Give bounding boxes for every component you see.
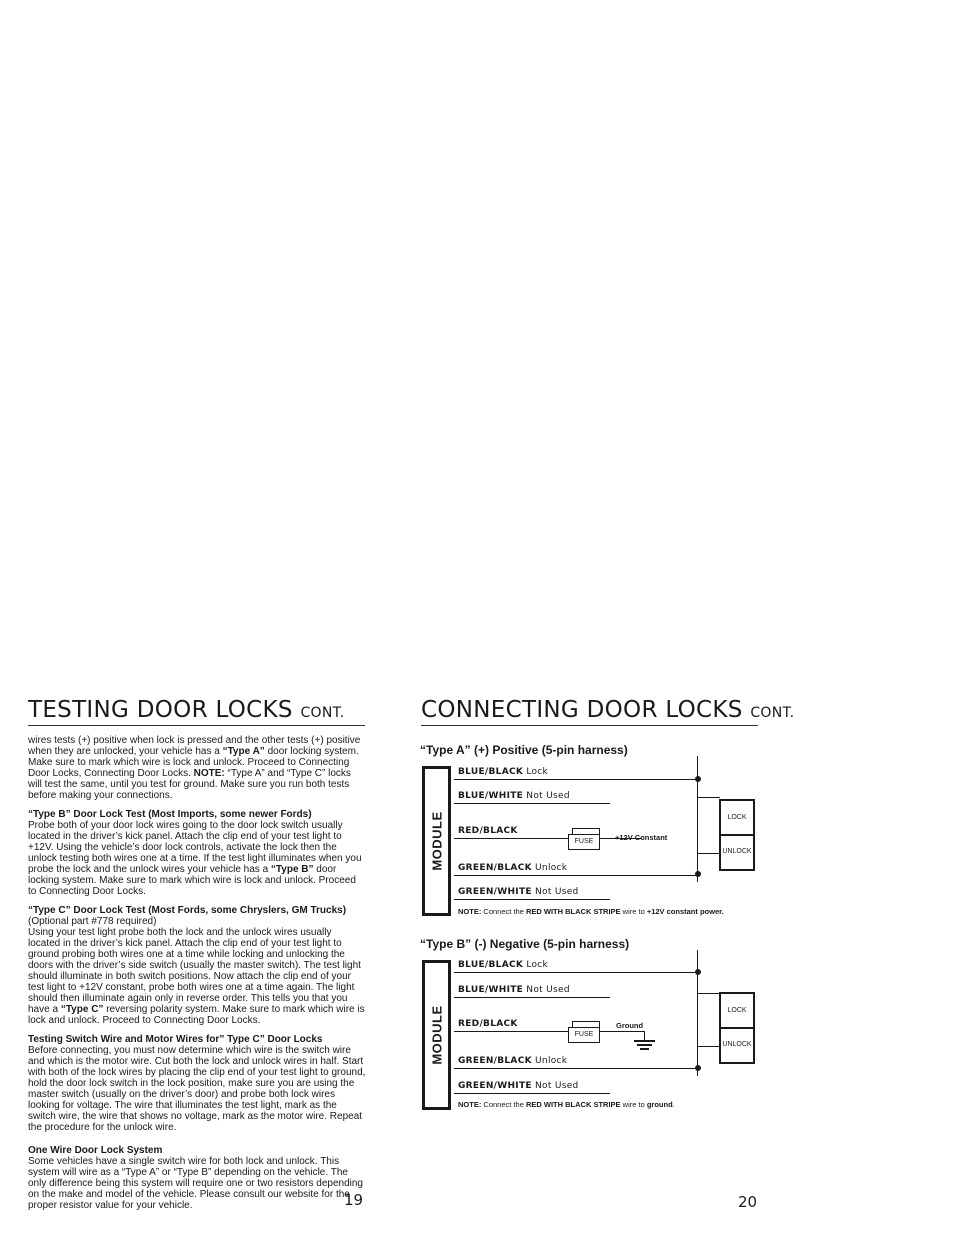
switch-motor-title: Testing Switch Wire and Motor Wires for” Type C” Door Locks — [28, 1034, 323, 1045]
type-b-text-2: door locking system. Make sure to mark which wire is lock and unlock. Proceed to Connecting Door Locks. — [28, 864, 356, 897]
type-b-wiring-diagram — [420, 934, 760, 1119]
type-b-text-1: Probe both of your door lock wires going to the door lock switch usually located in the driver’s kick panel. Attach the clip end of your test light to +12V. Using the vehicle’s door lock controls, activate the lock then the unlock testing both wires one at a time. If the test light illuminates when you probe the lock and the unlock wires your vehicle has a — [28, 820, 362, 875]
type-c-bold: “Type C” — [60, 1004, 104, 1015]
wire-label-blue-black — [458, 960, 548, 970]
note-text: Connect the — [481, 1100, 526, 1109]
wire-desc: Unlock — [535, 863, 568, 873]
type-c-text-1: Using your test light probe both the lock and the unlock wires usually located in the driver’s kick panel. Attach the clip end of your test light to ground probing both wires one at a time while locking and unlocking the doors with the driver’s side switch (usually the master switch). The test light should illuminate in both switch positions. Now attach the clip end of your test light to +12V constant, probe both wires one at a time again. The light should then illuminate again only in reverse order. This tells you that you have a — [28, 927, 361, 1015]
intro-paragraph — [28, 735, 366, 801]
note-text: Connect the — [481, 907, 526, 916]
wire-desc: Not Used — [535, 1081, 579, 1091]
intro-text-2: door locking system. Make sure to mark which wire is lock and unlock. Proceed to Connecting Door Locks, Connecting Door Locks. — [28, 746, 359, 779]
switch-divider — [721, 834, 753, 836]
module-label: MODULE — [429, 1005, 444, 1065]
wire-desc: Not Used — [526, 791, 570, 801]
wire-label-green-black — [458, 863, 567, 873]
module-block — [422, 766, 451, 916]
switch-lock-label: LOCK — [727, 814, 747, 821]
wire-label-green-white — [458, 887, 579, 897]
wire-color: GREEN/BLACK — [458, 1056, 532, 1066]
note-bold: ground — [646, 1100, 673, 1109]
type-a-wiring-diagram — [420, 740, 760, 925]
one-wire-text: Some vehicles have a single switch wire for both lock and unlock. This system will wire as a “Type A” or “Type B” depending on the vehicle. The only difference being this system will require one or two resistors depending on the make and model of the vehicle. Please consult our website for the proper resistor value for your vehicle. — [28, 1156, 363, 1211]
note-text: wire to — [620, 1100, 647, 1109]
switch-unlock-label: UNLOCK — [722, 1041, 752, 1048]
switch-motor-text: Before connecting, you must now determine which wire is the switch wire and which is the motor wire. Cut both the lock and unlock wires in half. Start with both of the lock wires by placing the clip end of your test light to ground, hold the door lock switch in the lock position, make sure you are using the master switch (usually on the driver’s door) and probe both lock wires looking for voltage. The wire that illuminates the test light, mark as the switch wire, the wire that shows no voltage, mark as the motor wire. Repeat the procedure for the unlock wire. — [28, 1045, 366, 1133]
type-c-text-2: reversing polarity system. Make sure to mark which wire is lock and unlock. Proceed to Connecting Door Locks. — [28, 1004, 365, 1026]
type-b-paragraph — [28, 809, 366, 897]
left-page-body — [28, 735, 366, 1219]
intro-note-label: NOTE: — [193, 768, 225, 779]
note-text: . — [672, 1100, 675, 1109]
wire-unlock-feed — [698, 853, 720, 854]
wire-label-blue-black — [458, 767, 548, 777]
note-bold: RED WITH BLACK STRIPE — [525, 907, 621, 916]
note-label: NOTE: — [458, 1100, 482, 1109]
door-lock-switch — [719, 799, 755, 871]
type-b-bold: “Type B” — [270, 864, 314, 875]
module-label: MODULE — [429, 811, 444, 871]
wire-green-black — [454, 1068, 698, 1069]
power-label: +12V Constant — [615, 833, 668, 842]
left-heading-rule — [28, 725, 365, 726]
wire-desc: Not Used — [535, 887, 579, 897]
junction-dot — [695, 871, 701, 877]
wire-color: BLUE/BLACK — [458, 960, 524, 970]
wire-color: BLUE/WHITE — [458, 791, 524, 801]
right-heading-text: CONNECTING DOOR LOCKS — [421, 697, 743, 723]
ground-label: Ground — [616, 1021, 644, 1030]
wire-red-black — [454, 1031, 644, 1032]
intro-text-1: wires tests (+) positive when lock is pressed and the other tests (+) positive when they are unlocked, your vehicle has a — [28, 735, 361, 757]
intro-bold-1: “Type A” — [222, 746, 265, 757]
left-page-heading — [28, 697, 345, 723]
wire-label-red-black — [458, 1019, 518, 1029]
note-text: wire to — [620, 907, 647, 916]
left-heading-suffix: CONT. — [300, 705, 345, 721]
wire-blue-black — [454, 779, 698, 780]
ground-wire — [644, 1031, 645, 1040]
type-a-note — [458, 907, 724, 916]
wire-desc: Unlock — [535, 1056, 568, 1066]
junction-dot — [695, 776, 701, 782]
right-page-number: 20 — [738, 1193, 758, 1211]
type-a-title: “Type A” (+) Positive (5-pin harness) — [420, 743, 628, 757]
wire-color: RED/BLACK — [458, 1019, 518, 1029]
switch-unlock-label: UNLOCK — [722, 848, 752, 855]
junction-dot — [695, 1065, 701, 1071]
wire-label-green-black — [458, 1056, 567, 1066]
bus-wire — [697, 756, 698, 882]
junction-dot — [695, 969, 701, 975]
left-heading-text: TESTING DOOR LOCKS — [28, 697, 293, 723]
switch-divider — [721, 1027, 753, 1029]
wire-desc: Lock — [526, 767, 549, 777]
right-heading-rule — [421, 725, 758, 726]
note-bold: +12V constant power. — [646, 907, 724, 916]
switch-motor-paragraph — [28, 1034, 366, 1133]
wire-color: GREEN/BLACK — [458, 863, 532, 873]
type-c-paragraph — [28, 905, 366, 1026]
wire-red-black — [454, 838, 642, 839]
type-b-title: “Type B” (-) Negative (5-pin harness) — [420, 937, 630, 951]
wire-color: BLUE/WHITE — [458, 985, 524, 995]
wire-color: RED/BLACK — [458, 826, 518, 836]
wire-green-white — [454, 899, 610, 900]
intro-text-3: “Type A” and “Type C” locks will test the same, until you test for ground. Make sure you run both tests before making your connections. — [28, 768, 351, 801]
wire-unlock-feed — [698, 1046, 720, 1047]
left-page-number: 19 — [344, 1191, 364, 1209]
wire-blue-white — [454, 803, 610, 804]
note-bold: RED WITH BLACK STRIPE — [525, 1100, 621, 1109]
right-page-heading — [421, 697, 794, 723]
wire-label-blue-white — [458, 791, 570, 801]
wire-color: GREEN/WHITE — [458, 887, 532, 897]
wire-green-white — [454, 1093, 610, 1094]
fuse-icon: FUSE — [568, 1027, 600, 1043]
one-wire-paragraph — [28, 1145, 366, 1211]
wire-blue-black — [454, 972, 698, 973]
wire-lock-feed — [698, 993, 720, 994]
door-lock-switch — [719, 992, 755, 1064]
type-c-optional: (Optional part #778 required) — [28, 916, 157, 927]
switch-lock-label: LOCK — [727, 1007, 747, 1014]
module-block — [422, 960, 451, 1110]
wire-color: BLUE/BLACK — [458, 767, 524, 777]
wire-green-black — [454, 875, 698, 876]
note-label: NOTE: — [458, 907, 482, 916]
right-heading-suffix: CONT. — [750, 705, 795, 721]
wire-lock-feed — [698, 797, 720, 798]
wire-desc: Lock — [526, 960, 549, 970]
wire-label-blue-white — [458, 985, 570, 995]
type-b-title: “Type B” Door Lock Test (Most Imports, some newer Fords) — [28, 809, 312, 820]
fuse-icon: FUSE — [568, 834, 600, 850]
one-wire-title: One Wire Door Lock System — [28, 1145, 163, 1156]
wire-label-red-black — [458, 826, 518, 836]
wire-label-green-white — [458, 1081, 579, 1091]
wire-blue-white — [454, 997, 610, 998]
type-b-note — [458, 1100, 675, 1109]
wire-desc: Not Used — [526, 985, 570, 995]
type-c-title: “Type C” Door Lock Test (Most Fords, some Chryslers, GM Trucks) — [28, 905, 347, 916]
wire-color: GREEN/WHITE — [458, 1081, 532, 1091]
